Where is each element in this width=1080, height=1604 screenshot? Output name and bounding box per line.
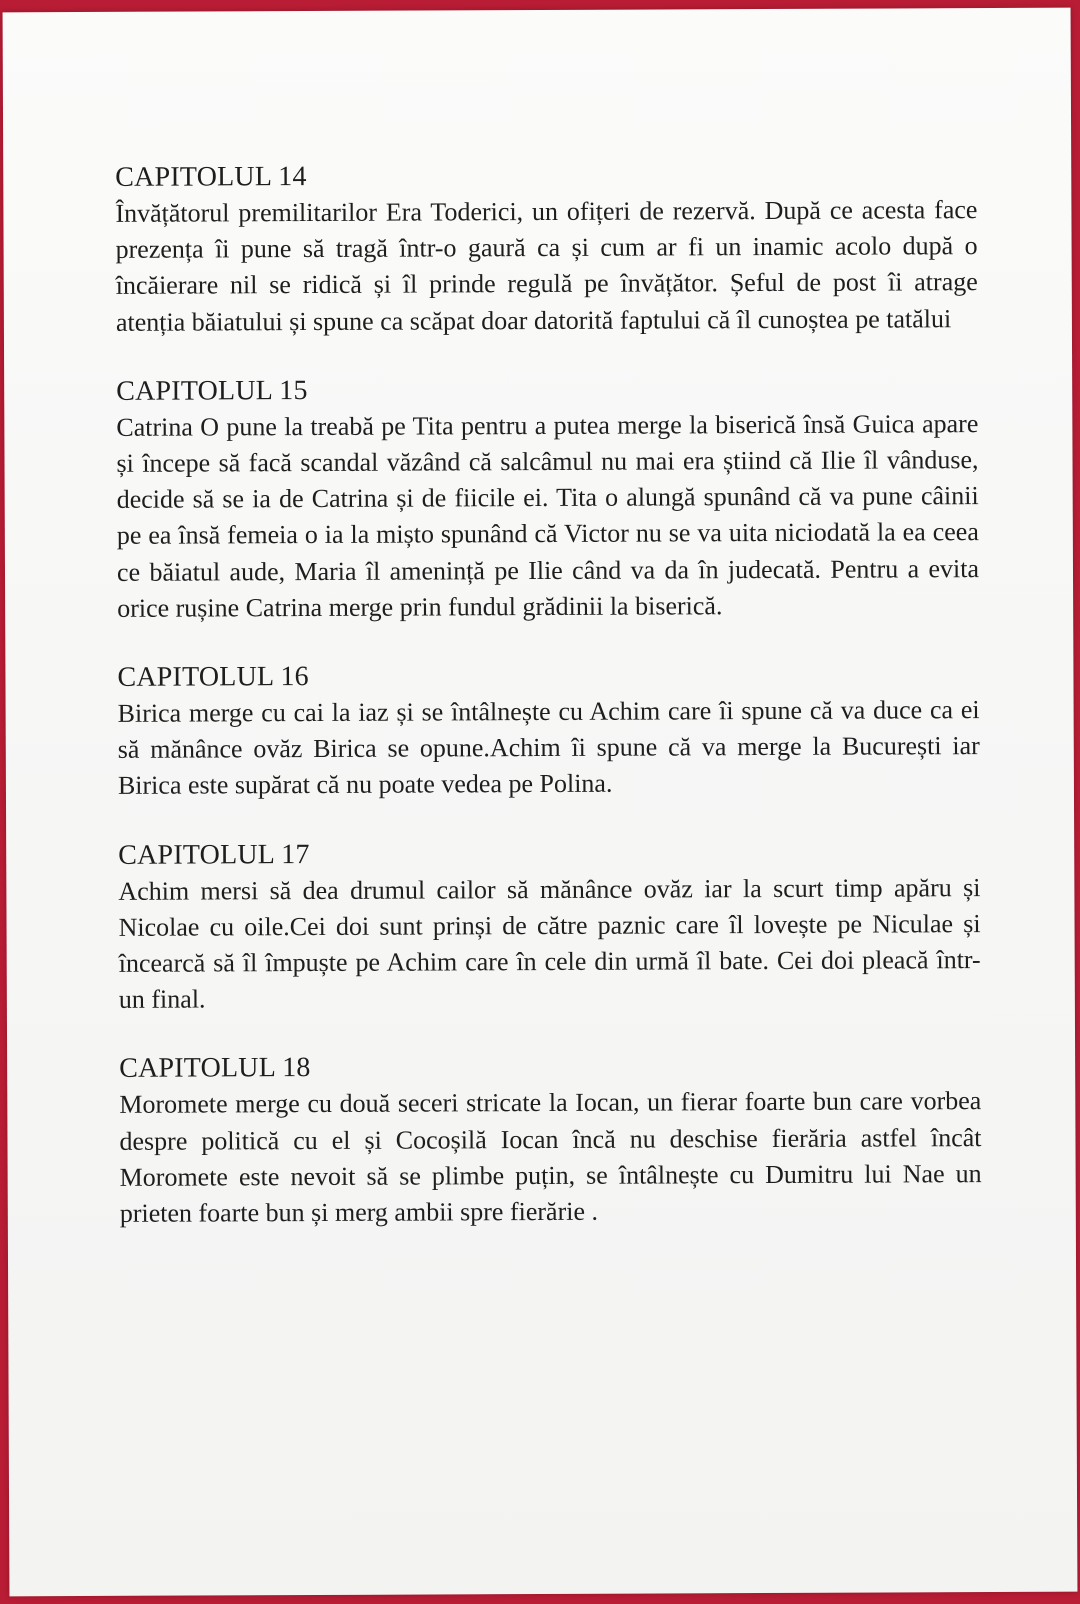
- chapter-heading: CAPITOLUL 15: [116, 374, 308, 407]
- chapter-17: [118, 834, 981, 1019]
- chapter-heading: CAPITOLUL 16: [117, 661, 309, 693]
- chapter-14: [115, 156, 978, 341]
- chapter-text: Învățătorul premilitarilor Era Toderici, un ofițeri de rezervă. După ce acesta face prezența îi pune să tragă într-o gaură ca și cum ar fi un inamic acolo după o încăierare nil se ridică și îl prinde regulă pe învățător. Șeful de post îi atrage atenția băiatului și spune ca scăpat doar datorită faptului că îl cunoștea pe tatălui: [115, 195, 978, 337]
- chapter-heading: CAPITOLUL 14: [115, 161, 307, 193]
- chapter-15: [116, 370, 979, 627]
- paper-sheet: [3, 8, 1078, 1597]
- chapter-heading: CAPITOLUL 18: [119, 1052, 311, 1085]
- document-content: [115, 156, 982, 1265]
- chapter-heading: CAPITOLUL 17: [118, 838, 310, 871]
- chapter-18: [119, 1048, 982, 1233]
- chapter-text: Moromete merge cu două seceri stricate la Iocan, un fierar foarte bun care vorbea despre politică cu el și Cocoșilă Iocan încă nu deschise fierăria astfel încât Moromete este nevoit să se plimbe puțin, se întâlnește cu Dumitru lui Nae un prieten foarte bun și merg ambii spre fierărie .: [119, 1086, 982, 1228]
- chapter-text: Achim mersi să dea drumul cailor să mănânce ovăz iar la scurt timp apăru și Nicolae cu oile.Cei doi sunt prinși de către paznic care îl lovește pe Niculae și încearcă să îl împuște pe Achim care în cele din urmă îl bate. Cei doi pleacă într-un final.: [118, 872, 981, 1015]
- chapter-16: [117, 656, 980, 804]
- chapter-text: Catrina O pune la treabă pe Tita pentru a putea merge la biserică însă Guica apare și începe să facă scandal văzând că salcâmul nu mai era știind că Ilie îl vânduse, decide să se ia de Catrina și de fiicile ei. Tita o alungă spunând că va pune câinii pe ea însă femeia o ia la mișto spunând că Victor nu se va uita niciodată la ea ceea ce băiatul aude, Maria îl amenință pe Ilie când va da în judecată. Pentru a evita orice rușine Catrina merge prin fundul grădinii la biserică.: [116, 408, 980, 623]
- chapter-text: Birica merge cu cai la iaz și se întâlnește cu Achim care îi spune că va duce ca ei să mănânce ovăz Birica se opune.Achim îi spune că va merge la București iar Birica este supărat că nu poate vedea pe Polina.: [117, 695, 980, 801]
